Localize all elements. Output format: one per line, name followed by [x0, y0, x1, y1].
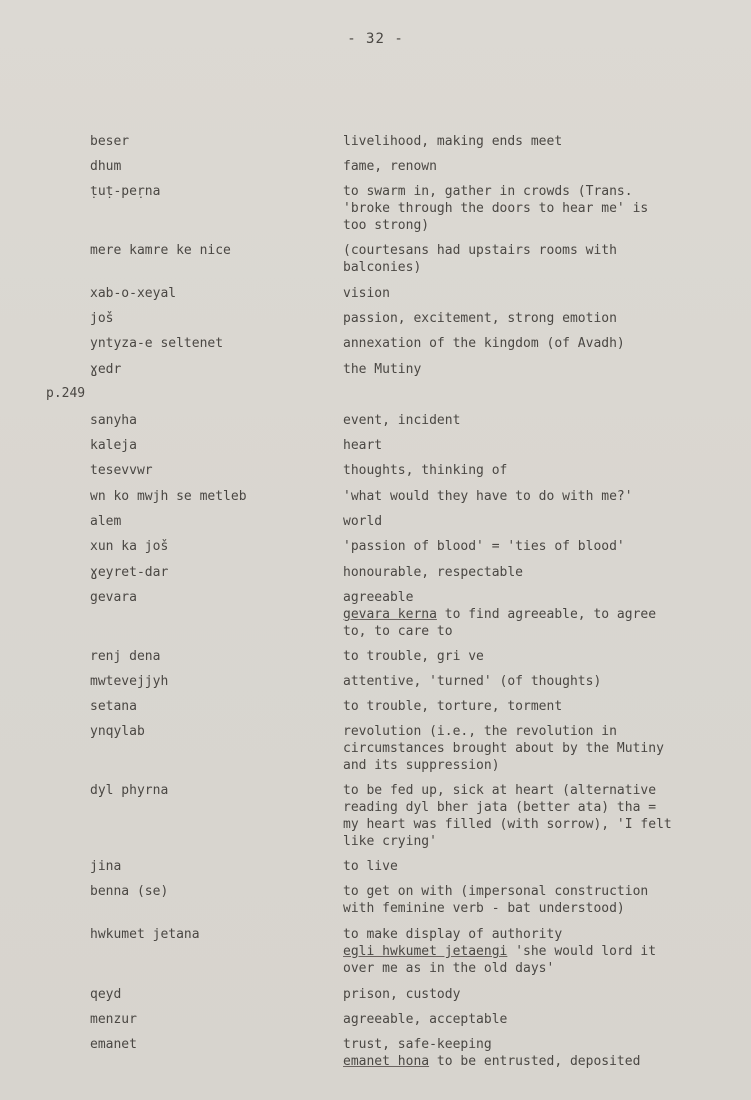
entry-gloss: annexation of the kingdom (of Avadh)	[343, 336, 625, 351]
entry-gloss: 'passion of blood' = 'ties of blood'	[343, 539, 625, 554]
entry-term: wn ko mwjh se metleb	[90, 489, 247, 504]
entry-gloss: to swarm in, gather in crowds (Trans. 'broke through the doors to hear me' is too strong)	[343, 184, 649, 233]
entry-term: tesevvwr	[90, 463, 153, 478]
entry-gloss: thoughts, thinking of	[343, 463, 508, 478]
entry-term: menzur	[90, 1012, 137, 1027]
page-reference: p.249	[46, 386, 86, 401]
entry-gloss: trust, safe-keeping emanet hona to be entrusted, deposited	[343, 1037, 641, 1069]
entry-gloss: event, incident	[343, 413, 461, 428]
entry-term: benna (se)	[90, 884, 169, 899]
entry-gloss: to trouble, gri ve	[343, 649, 484, 664]
entry-term: jina	[90, 859, 122, 874]
entry-term: gevara	[90, 590, 137, 605]
entry-gloss: revolution (i.e., the revolution in circumstances brought about by the Mutiny and its suppression)	[343, 724, 664, 773]
entry-gloss: to get on with (impersonal construction with feminine verb - bat understood)	[343, 884, 649, 916]
entry-gloss: fame, renown	[343, 159, 437, 174]
entry-term: sanyha	[90, 413, 137, 428]
entry-gloss: prison, custody	[343, 987, 461, 1002]
entry-term: setana	[90, 699, 137, 714]
entry-term: ṭuṭ-peṛna	[90, 184, 161, 199]
entry-term: xun ka još	[90, 539, 169, 554]
underlined-phrase: gevara kerna	[343, 607, 437, 622]
entry-gloss: livelihood, making ends meet	[343, 134, 563, 149]
entry-gloss: passion, excitement, strong emotion	[343, 311, 617, 326]
entry-gloss: attentive, 'turned' (of thoughts)	[343, 674, 602, 689]
entry-gloss: to trouble, torture, torment	[343, 699, 563, 714]
entry-gloss: to make display of authority egli hwkumet jetaengi 'she would lord it over me as in the old days'	[343, 927, 657, 976]
entry-term: mwtevejjyh	[90, 674, 169, 689]
underlined-phrase: egli hwkumet jetaengi	[343, 944, 508, 959]
entry-term: dhum	[90, 159, 122, 174]
entry-term: ɣeyret-dar	[90, 565, 169, 580]
entry-gloss: 'what would they have to do with me?'	[343, 489, 633, 504]
entry-gloss: agreeable, acceptable	[343, 1012, 508, 1027]
entry-term: dyl phyrna	[90, 783, 169, 798]
entry-term: ɣedr	[90, 362, 122, 377]
entry-term: renj dena	[90, 649, 161, 664]
entry-term: alem	[90, 514, 122, 529]
underlined-phrase: emanet hona	[343, 1054, 430, 1069]
entry-term: ynqylab	[90, 724, 145, 739]
entry-term: emanet	[90, 1037, 137, 1052]
entry-term: kaleja	[90, 438, 137, 453]
entry-term: qeyd	[90, 987, 122, 1002]
entry-gloss: heart	[343, 438, 383, 453]
entry-gloss: to live	[343, 859, 398, 874]
entry-gloss: to be fed up, sick at heart (alternative reading dyl bher jata (better ata) tha = my heart was filled (with sorrow), 'I felt like crying'	[343, 783, 672, 849]
entry-gloss: agreeable gevara kerna to find agreeable, to agree to, to care to	[343, 590, 657, 639]
entry-gloss: vision	[343, 286, 390, 301]
entry-gloss: world	[343, 514, 383, 529]
entry-gloss: (courtesans had upstairs rooms with balconies)	[343, 243, 617, 275]
page-number: - 32 -	[347, 31, 404, 47]
entry-term: yntyza-e seltenet	[90, 336, 224, 351]
entry-term: mere kamre ke nice	[90, 243, 231, 258]
entry-gloss: honourable, respectable	[343, 565, 524, 580]
entry-term: beser	[90, 134, 130, 149]
entry-term: xab-o-xeyal	[90, 286, 177, 301]
entry-gloss: the Mutiny	[343, 362, 422, 377]
entry-term: hwkumet jetana	[90, 927, 200, 942]
entry-term: još	[90, 311, 114, 326]
